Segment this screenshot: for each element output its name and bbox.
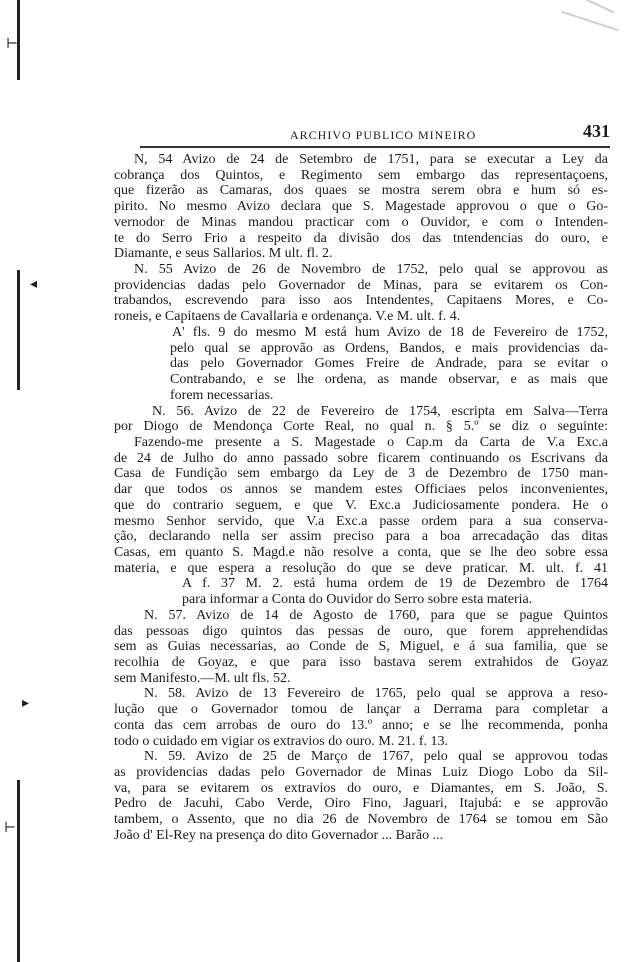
text-line: sem Manifesto.—M. ult fls. 52. [114, 670, 291, 686]
text-line: Contrabando, e se lhe ordena, as mande observar, e as mais que [170, 372, 608, 388]
margin-arrow-mark: ◂ [30, 277, 38, 292]
text-line: va, para se evitarem os extravios do ouro, e Diamantes, em S. João, S. [114, 780, 608, 796]
text-line: Casas, em quanto S. Magd.e não resolve a conta, que se lhe deo sobre essa [114, 544, 608, 560]
text-line: das pelo Governador Gomes Freire de Andrade, para se evitar o [170, 356, 608, 372]
text-line: A' fls. 9 do mesmo M está hum Avizo de 18 de Fevereiro de 1752, [172, 324, 608, 340]
text-line: conta das cem arrobas de ouro do 13.º anno; e se lhe recommenda, ponha [114, 717, 608, 733]
text-line: recolhia de Goyaz, e que para isso bastava serem extrahidos de Goyaz [114, 655, 608, 670]
margin-binding-rule [17, 270, 20, 390]
text-line: Casa de Fundição sem embargo da Ley de 3 de Dezembro de 1750 man- [114, 466, 608, 482]
text-line: as providencias dadas pelo Governador de Minas Luiz Diogo Lobo da Sil- [114, 765, 608, 781]
text-line: roneis, e Capitaens de Cavallaria e ordenança. V.e M. ult. f. 4. [114, 309, 461, 325]
text-line: que fizerão as Camaras, dos quaes se mostra serem obra e hum só es- [114, 183, 608, 199]
text-line: vernodor de Minas mandou practicar com o Ouvidor, e com o Intenden- [114, 214, 608, 230]
scan-speck [561, 11, 619, 31]
text-line: mesmo Senhor servido, que V.a Exc.a passe ordem para a sua conserva- [114, 513, 608, 529]
text-line: Fazendo-me presente a S. Magestade o Cap.m da Carta de V.a Exc.a [134, 434, 608, 450]
text-line: sem as Guias necessarias, ao Conde de S, Miguel, e á sua familia, que se [114, 639, 608, 655]
margin-arrow-mark: ▸ [22, 696, 30, 711]
text-line: forem necessarias. [170, 387, 274, 403]
text-line: ção, declarando nella ser assim preciso para a boa arrecadação das ditas [114, 529, 608, 545]
text-line: todo o cuidado em vigiar os extravios do ouro. M. 21. f. 13. [114, 733, 449, 749]
text-line: N, 54 Avizo de 24 de Setembro de 1751, para se executar a Ley da [134, 152, 608, 167]
text-line: dar que todos os annos se mandem estes Officiaes pelos inconvenientes, [114, 482, 608, 498]
margin-binding-rule [17, 780, 20, 962]
text-line: providencias dadas pelo Governador de Minas, para se evitarem os Con- [114, 277, 608, 293]
text-line: pelo qual se approvão as Ordens, Bandos, e mais providencias da- [170, 340, 608, 356]
text-line: Diamante, e seus Sallarios. M ult. fl. 2. [114, 246, 333, 262]
text-line: A f. 37 M. 2. está huma ordem de 19 de Dezembro de 1764 [182, 576, 608, 592]
text-line: N. 55 Avizo de 26 de Novembro de 1752, pelo qual se approvou as [134, 262, 608, 278]
running-title: ARCHIVO PUBLICO MINEIRO [290, 128, 477, 142]
text-line: Pedro de Jacuhi, Cabo Verde, Oiro Fino, Jaguari, Itajubá: e se approvão [114, 796, 608, 812]
text-line: N. 59. Avizo de 25 de Março de 1767, pelo qual se approvou todas [144, 749, 608, 765]
text-line: N. 57. Avizo de 14 de Agosto de 1760, para que se pague Quintos [144, 607, 608, 623]
text-line: N. 58. Avizo de 13 Fevereiro de 1765, pelo qual se approva a reso- [144, 686, 608, 702]
text-line: por Diogo de Mendonça Corte Real, no qual n. § 5.º se diz o seguinte: [114, 419, 608, 435]
body-text [114, 152, 608, 844]
text-line: te do Serro Frio a respeito da divisão dos das tntendencias do ouro, e [114, 230, 608, 246]
text-line: cobrança dos Quintos, e Regimento sem embargo das representaçoens, [114, 167, 608, 183]
text-line: materia, e que espera a resolução do que se deve praticar. M. ult. f. 41 [114, 560, 608, 576]
page-header [140, 121, 610, 145]
text-line: das pessoas digo quintos das pessas de ouro, que forem apprehendidas [114, 623, 608, 639]
margin-tick-mark: ⊢ [4, 821, 17, 836]
scan-speck [586, 0, 614, 13]
text-line: trabandos, escrevendo para isso aos Intendentes, Capitaens Mores, e Co- [114, 293, 608, 309]
text-line: de 24 de Julho do anno passado sobre ficarem continuando os Escrivans da [114, 450, 608, 466]
text-line: que do contrario seguem, e que V. Exc.a Judiciosamente pondera. He o [114, 497, 608, 513]
text-line: pirito. No mesmo Avizo declara que S. Magestade approvou o que o Go- [114, 199, 608, 215]
margin-tick-mark: ⊢ [6, 37, 19, 52]
text-line: N. 56. Avizo de 22 de Fevereiro de 1754, escripta em Salva—Terra [152, 403, 608, 419]
header-rule [140, 146, 610, 148]
text-line: para informar a Conta do Ouvidor do Serro sobre esta materia. [182, 592, 533, 608]
page-number: 431 [583, 121, 610, 141]
text-line: lução que o Governador tomou de lançar a Derrama para completar a [114, 702, 608, 718]
text-line: tambem, o Assento, que no dia 26 de Novembro de 1764 se tomou em São [114, 812, 608, 828]
text-line: João d' El-Rey na presença do dito Governador ... Barão ... [114, 827, 444, 843]
